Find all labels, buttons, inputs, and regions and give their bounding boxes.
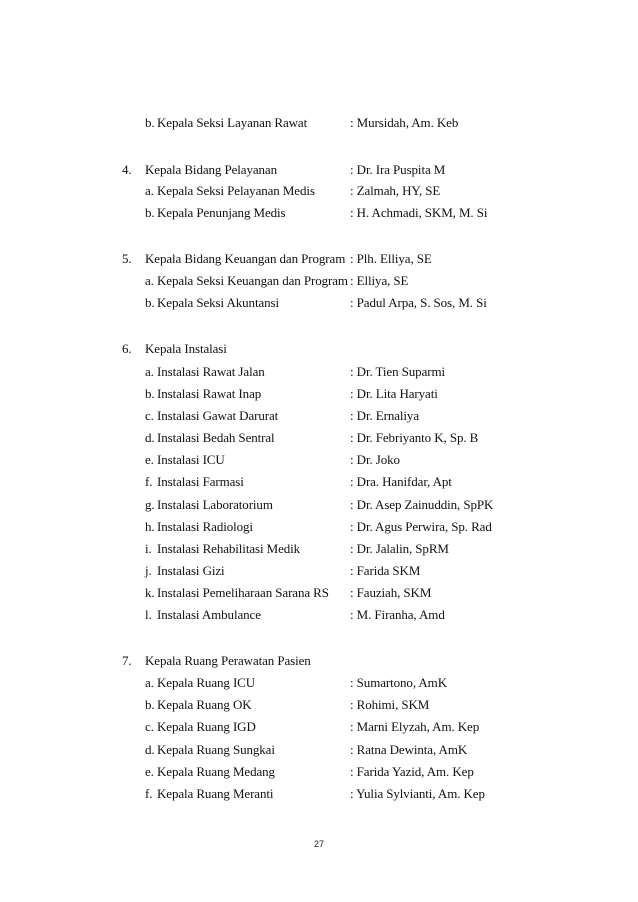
item-title: Instalasi Pemeliharaan Sarana RS bbox=[157, 585, 329, 600]
item-name-value: : Fauziah, SKM bbox=[350, 585, 432, 600]
item-name-value: : Farida Yazid, Am. Kep bbox=[350, 764, 474, 779]
item-name-value: : Padul Arpa, S. Sos, M. Si bbox=[350, 295, 487, 310]
item-name-value: : H. Achmadi, SKM, M. Si bbox=[350, 205, 488, 220]
item-letter: f. bbox=[145, 474, 153, 489]
item-letter: b. bbox=[145, 697, 155, 712]
item-name-value: : Farida SKM bbox=[350, 563, 421, 578]
section-title: Kepala Instalasi bbox=[145, 341, 227, 356]
item-letter: c. bbox=[145, 719, 154, 734]
item-letter: b. bbox=[145, 115, 155, 130]
item-title: Kepala Seksi Akuntansi bbox=[157, 295, 280, 310]
item-title: Kepala Ruang Sungkai bbox=[157, 742, 275, 757]
item-title: Kepala Penunjang Medis bbox=[157, 205, 286, 220]
item-letter: a. bbox=[145, 183, 154, 198]
section-title: Kepala Ruang Perawatan Pasien bbox=[145, 653, 311, 668]
item-letter: k. bbox=[145, 585, 155, 600]
item-name-value: : Dr. Ernaliya bbox=[350, 408, 419, 423]
item-title: Kepala Seksi Layanan Rawat bbox=[157, 115, 308, 130]
item-title: Kepala Seksi Pelayanan Medis bbox=[157, 183, 315, 198]
item-letter: b. bbox=[145, 295, 155, 310]
item-name-value: : Dra. Hanifdar, Apt bbox=[350, 474, 452, 489]
item-title: Kepala Ruang ICU bbox=[157, 675, 256, 690]
item-name-value: : Dr. Asep Zainuddin, SpPK bbox=[350, 497, 494, 512]
item-letter: e. bbox=[145, 764, 154, 779]
item-letter: a. bbox=[145, 273, 154, 288]
item-title: Kepala Ruang Medang bbox=[157, 764, 275, 779]
item-letter: d. bbox=[145, 742, 155, 757]
section-number: 4. bbox=[122, 162, 132, 177]
item-title: Instalasi Bedah Sentral bbox=[157, 430, 275, 445]
item-name-value: : Dr. Lita Haryati bbox=[350, 386, 438, 401]
item-title: Instalasi Farmasi bbox=[157, 474, 244, 489]
item-title: Instalasi Radiologi bbox=[157, 519, 253, 534]
item-name-value: : Elliya, SE bbox=[350, 273, 409, 288]
item-letter: j. bbox=[145, 563, 152, 578]
item-letter: c. bbox=[145, 408, 154, 423]
item-letter: e. bbox=[145, 452, 154, 467]
item-title: Instalasi Rehabilitasi Medik bbox=[157, 541, 301, 556]
item-name-value: : Rohimi, SKM bbox=[350, 697, 430, 712]
item-title: Instalasi Ambulance bbox=[157, 607, 261, 622]
item-letter: f. bbox=[145, 786, 153, 801]
section-number: 5. bbox=[122, 251, 132, 266]
item-title: Instalasi Rawat Inap bbox=[157, 386, 262, 401]
item-title: Instalasi Laboratorium bbox=[157, 497, 273, 512]
item-name-value: : Marni Elyzah, Am. Kep bbox=[350, 719, 480, 734]
item-letter: l. bbox=[145, 607, 152, 622]
section-number: 7. bbox=[122, 653, 132, 668]
item-title: Instalasi Rawat Jalan bbox=[157, 364, 265, 379]
page-number: 27 bbox=[313, 839, 324, 849]
item-name-value: : Dr. Agus Perwira, Sp. Rad bbox=[350, 519, 492, 534]
item-letter: b. bbox=[145, 205, 155, 220]
item-title: Instalasi Gizi bbox=[157, 563, 225, 578]
item-title: Kepala Ruang IGD bbox=[157, 719, 256, 734]
item-letter: a. bbox=[145, 675, 154, 690]
item-name-value: : Plh. Elliya, SE bbox=[350, 251, 432, 266]
item-name-value: : Dr. Joko bbox=[350, 452, 400, 467]
item-name-value: : Zalmah, HY, SE bbox=[350, 183, 441, 198]
item-name-value: : Dr. Febriyanto K, Sp. B bbox=[350, 430, 479, 445]
item-letter: b. bbox=[145, 386, 155, 401]
item-letter: g. bbox=[145, 497, 155, 512]
item-name-value: : Dr. Ira Puspita M bbox=[350, 162, 446, 177]
item-title: Kepala Ruang OK bbox=[157, 697, 252, 712]
section-title: Kepala Bidang Keuangan dan Program bbox=[145, 251, 346, 266]
item-title: Instalasi Gawat Darurat bbox=[157, 408, 279, 423]
item-name-value: : Yulia Sylvianti, Am. Kep bbox=[350, 786, 485, 801]
item-title: Kepala Seksi Keuangan dan Program bbox=[157, 273, 348, 288]
item-name-value: : Sumartono, AmK bbox=[350, 675, 447, 690]
item-title: Kepala Ruang Meranti bbox=[157, 786, 274, 801]
item-name-value: : Dr. Tien Suparmi bbox=[350, 364, 445, 379]
item-name-value: : Mursidah, Am. Keb bbox=[350, 115, 459, 130]
item-name-value: : M. Firanha, Amd bbox=[350, 607, 445, 622]
section-number: 6. bbox=[122, 341, 132, 356]
item-letter: d. bbox=[145, 430, 155, 445]
item-letter: h. bbox=[145, 519, 155, 534]
item-letter: i. bbox=[145, 541, 152, 556]
item-name-value: : Dr. Jalalin, SpRM bbox=[350, 541, 449, 556]
item-letter: a. bbox=[145, 364, 154, 379]
section-title: Kepala Bidang Pelayanan bbox=[145, 162, 277, 177]
item-name-value: : Ratna Dewinta, AmK bbox=[350, 742, 468, 757]
item-title: Instalasi ICU bbox=[157, 452, 225, 467]
